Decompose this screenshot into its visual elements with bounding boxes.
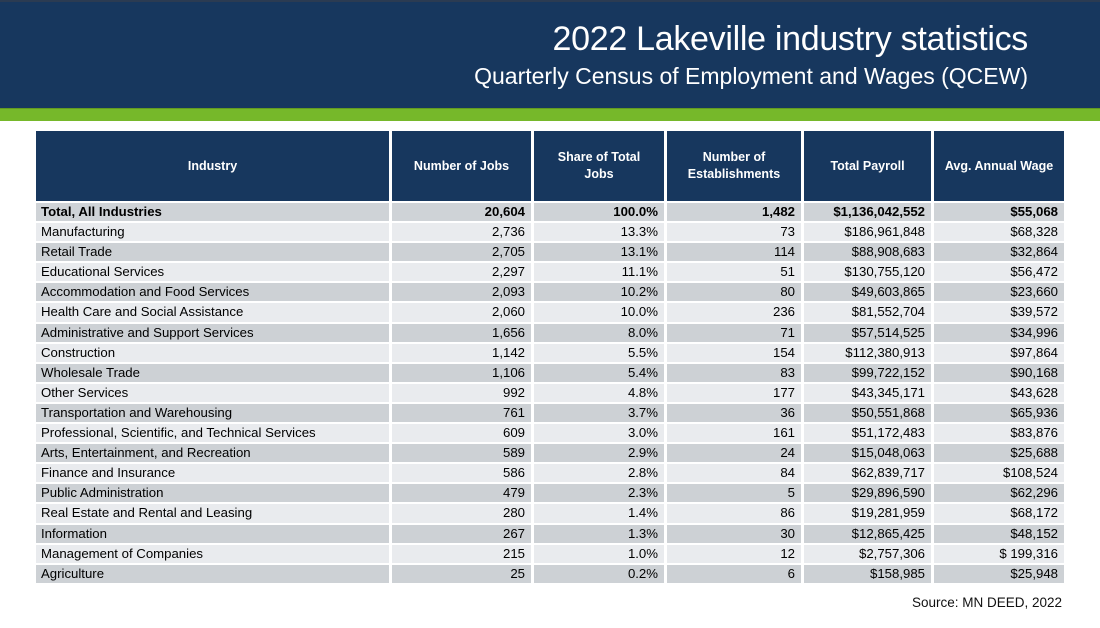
table-row (36, 404, 1064, 422)
cell-industry: Real Estate and Rental and Leasing (36, 504, 389, 522)
table-row (36, 344, 1064, 362)
cell-number-of-jobs: 761 (392, 404, 531, 422)
cell-avg-annual-wage: $55,068 (934, 203, 1064, 221)
cell-total-payroll: $12,865,425 (804, 525, 931, 543)
cell-avg-annual-wage: $25,688 (934, 444, 1064, 462)
column-header-number-of-jobs: Number of Jobs (392, 131, 531, 201)
cell-industry: Public Administration (36, 484, 389, 502)
cell-industry: Other Services (36, 384, 389, 402)
cell-number-of-establishments: 24 (667, 444, 801, 462)
cell-industry: Manufacturing (36, 223, 389, 241)
cell-share-of-total-jobs: 8.0% (534, 324, 664, 342)
cell-total-payroll: $186,961,848 (804, 223, 931, 241)
cell-avg-annual-wage: $97,864 (934, 344, 1064, 362)
cell-number-of-jobs: 2,736 (392, 223, 531, 241)
cell-avg-annual-wage: $43,628 (934, 384, 1064, 402)
table-row (36, 324, 1064, 342)
cell-number-of-jobs: 280 (392, 504, 531, 522)
cell-share-of-total-jobs: 5.5% (534, 344, 664, 362)
cell-share-of-total-jobs: 1.3% (534, 525, 664, 543)
cell-number-of-establishments: 73 (667, 223, 801, 241)
cell-number-of-establishments: 114 (667, 243, 801, 261)
cell-total-payroll: $62,839,717 (804, 464, 931, 482)
cell-industry: Administrative and Support Services (36, 324, 389, 342)
column-header-avg-annual-wage: Avg. Annual Wage (934, 131, 1064, 201)
table-row (36, 384, 1064, 402)
cell-share-of-total-jobs: 5.4% (534, 364, 664, 382)
cell-number-of-jobs: 2,060 (392, 303, 531, 321)
cell-number-of-jobs: 25 (392, 565, 531, 583)
cell-total-payroll: $50,551,868 (804, 404, 931, 422)
cell-industry: Accommodation and Food Services (36, 283, 389, 301)
cell-number-of-establishments: 177 (667, 384, 801, 402)
cell-share-of-total-jobs: 1.4% (534, 504, 664, 522)
cell-total-payroll: $158,985 (804, 565, 931, 583)
table-row (36, 203, 1064, 221)
cell-number-of-jobs: 215 (392, 545, 531, 563)
cell-number-of-jobs: 20,604 (392, 203, 531, 221)
cell-avg-annual-wage: $90,168 (934, 364, 1064, 382)
cell-number-of-jobs: 586 (392, 464, 531, 482)
cell-share-of-total-jobs: 4.8% (534, 384, 664, 402)
cell-avg-annual-wage: $25,948 (934, 565, 1064, 583)
table-row (36, 464, 1064, 482)
page-title: 2022 Lakeville industry statistics (552, 19, 1028, 58)
cell-number-of-establishments: 51 (667, 263, 801, 281)
table-row (36, 525, 1064, 543)
cell-total-payroll: $88,908,683 (804, 243, 931, 261)
cell-industry: Total, All Industries (36, 203, 389, 221)
cell-avg-annual-wage: $56,472 (934, 263, 1064, 281)
cell-total-payroll: $49,603,865 (804, 283, 931, 301)
cell-number-of-jobs: 2,297 (392, 263, 531, 281)
cell-total-payroll: $2,757,306 (804, 545, 931, 563)
cell-avg-annual-wage: $48,152 (934, 525, 1064, 543)
cell-total-payroll: $1,136,042,552 (804, 203, 931, 221)
cell-industry: Wholesale Trade (36, 364, 389, 382)
cell-number-of-establishments: 6 (667, 565, 801, 583)
cell-industry: Information (36, 525, 389, 543)
cell-total-payroll: $29,896,590 (804, 484, 931, 502)
cell-number-of-establishments: 86 (667, 504, 801, 522)
cell-number-of-jobs: 2,093 (392, 283, 531, 301)
cell-number-of-establishments: 5 (667, 484, 801, 502)
cell-avg-annual-wage: $23,660 (934, 283, 1064, 301)
cell-industry: Retail Trade (36, 243, 389, 261)
cell-avg-annual-wage: $32,864 (934, 243, 1064, 261)
cell-number-of-establishments: 30 (667, 525, 801, 543)
green-accent-bar (0, 108, 1100, 121)
table-row (36, 263, 1064, 281)
cell-share-of-total-jobs: 11.1% (534, 263, 664, 281)
cell-number-of-jobs: 589 (392, 444, 531, 462)
cell-total-payroll: $43,345,171 (804, 384, 931, 402)
table-row (36, 444, 1064, 462)
cell-share-of-total-jobs: 1.0% (534, 545, 664, 563)
table-row (36, 243, 1064, 261)
cell-total-payroll: $15,048,063 (804, 444, 931, 462)
cell-avg-annual-wage: $68,328 (934, 223, 1064, 241)
cell-industry: Agriculture (36, 565, 389, 583)
cell-number-of-establishments: 12 (667, 545, 801, 563)
table-row (36, 484, 1064, 502)
cell-industry: Management of Companies (36, 545, 389, 563)
cell-number-of-jobs: 992 (392, 384, 531, 402)
table-row (36, 565, 1064, 583)
cell-share-of-total-jobs: 3.7% (534, 404, 664, 422)
industry-statistics-table (36, 131, 1064, 583)
cell-avg-annual-wage: $62,296 (934, 484, 1064, 502)
cell-share-of-total-jobs: 2.8% (534, 464, 664, 482)
column-header-number-of-establishments: Number of Establishments (667, 131, 801, 201)
cell-avg-annual-wage: $68,172 (934, 504, 1064, 522)
cell-total-payroll: $99,722,152 (804, 364, 931, 382)
page-subtitle: Quarterly Census of Employment and Wages (QCEW) (474, 62, 1028, 89)
cell-number-of-jobs: 267 (392, 525, 531, 543)
table-row (36, 283, 1064, 301)
cell-industry: Arts, Entertainment, and Recreation (36, 444, 389, 462)
cell-number-of-jobs: 1,142 (392, 344, 531, 362)
cell-avg-annual-wage: $83,876 (934, 424, 1064, 442)
cell-share-of-total-jobs: 13.3% (534, 223, 664, 241)
table-row (36, 545, 1064, 563)
cell-total-payroll: $51,172,483 (804, 424, 931, 442)
cell-number-of-jobs: 479 (392, 484, 531, 502)
table-row (36, 223, 1064, 241)
cell-total-payroll: $81,552,704 (804, 303, 931, 321)
cell-share-of-total-jobs: 10.0% (534, 303, 664, 321)
cell-number-of-establishments: 161 (667, 424, 801, 442)
cell-share-of-total-jobs: 2.3% (534, 484, 664, 502)
cell-number-of-establishments: 71 (667, 324, 801, 342)
cell-share-of-total-jobs: 100.0% (534, 203, 664, 221)
cell-number-of-establishments: 36 (667, 404, 801, 422)
cell-number-of-jobs: 1,106 (392, 364, 531, 382)
cell-total-payroll: $130,755,120 (804, 263, 931, 281)
cell-number-of-establishments: 1,482 (667, 203, 801, 221)
column-header-share-of-total-jobs: Share of Total Jobs (534, 131, 664, 201)
cell-avg-annual-wage: $34,996 (934, 324, 1064, 342)
cell-number-of-establishments: 154 (667, 344, 801, 362)
cell-share-of-total-jobs: 0.2% (534, 565, 664, 583)
cell-industry: Health Care and Social Assistance (36, 303, 389, 321)
cell-avg-annual-wage: $65,936 (934, 404, 1064, 422)
cell-share-of-total-jobs: 13.1% (534, 243, 664, 261)
table-row (36, 424, 1064, 442)
table-row (36, 303, 1064, 321)
cell-total-payroll: $57,514,525 (804, 324, 931, 342)
cell-share-of-total-jobs: 2.9% (534, 444, 664, 462)
table-header-row (36, 131, 1064, 201)
table-row (36, 504, 1064, 522)
cell-number-of-establishments: 83 (667, 364, 801, 382)
cell-industry: Transportation and Warehousing (36, 404, 389, 422)
cell-avg-annual-wage: $ 199,316 (934, 545, 1064, 563)
cell-number-of-establishments: 84 (667, 464, 801, 482)
cell-number-of-jobs: 1,656 (392, 324, 531, 342)
cell-number-of-jobs: 609 (392, 424, 531, 442)
table-body (36, 203, 1064, 583)
cell-number-of-establishments: 236 (667, 303, 801, 321)
title-banner (0, 0, 1100, 108)
cell-number-of-jobs: 2,705 (392, 243, 531, 261)
cell-industry: Professional, Scientific, and Technical Services (36, 424, 389, 442)
cell-share-of-total-jobs: 3.0% (534, 424, 664, 442)
column-header-industry: Industry (36, 131, 389, 201)
cell-number-of-establishments: 80 (667, 283, 801, 301)
cell-avg-annual-wage: $108,524 (934, 464, 1064, 482)
table-row (36, 364, 1064, 382)
cell-industry: Finance and Insurance (36, 464, 389, 482)
cell-total-payroll: $19,281,959 (804, 504, 931, 522)
cell-total-payroll: $112,380,913 (804, 344, 931, 362)
cell-share-of-total-jobs: 10.2% (534, 283, 664, 301)
cell-avg-annual-wage: $39,572 (934, 303, 1064, 321)
cell-industry: Construction (36, 344, 389, 362)
source-note: Source: MN DEED, 2022 (911, 594, 1062, 610)
column-header-total-payroll: Total Payroll (804, 131, 931, 201)
cell-industry: Educational Services (36, 263, 389, 281)
